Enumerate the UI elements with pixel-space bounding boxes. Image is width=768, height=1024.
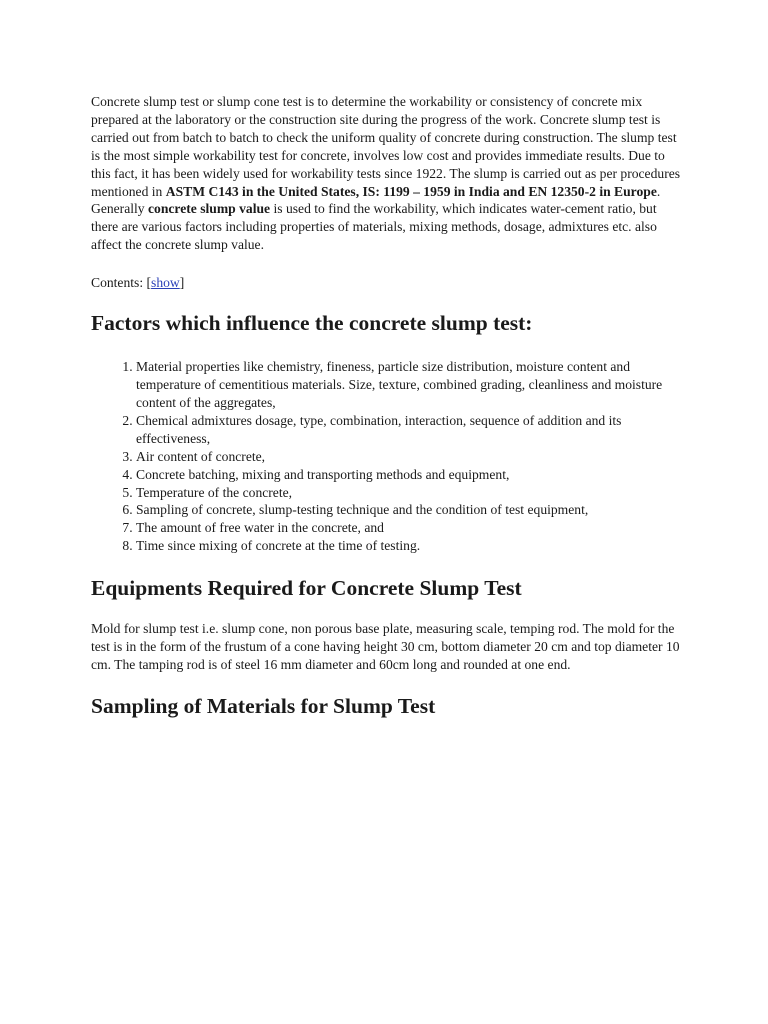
factor-item-4: 4. Concrete batching, mixing and transporting methods and equipment, [136,466,681,484]
factor-item-5: 5. Temperature of the concrete, [136,484,681,502]
contents-close-bracket: ] [179,275,185,291]
factor-item-6: 6. Sampling of concrete, slump-testing technique and the condition of test equipment, [136,501,681,519]
factor-item-2: 2. Chemical admixtures dosage, type, combination, interaction, sequence of addition and its effectiveness, [136,412,681,448]
factors-heading: Factors which influence the concrete slump test: [91,311,533,336]
contents-label: Contents: [91,275,147,291]
intro-paragraph [91,93,681,254]
sampling-heading: Sampling of Materials for Slump Test [91,693,436,718]
factor-item-1: 1. Material properties like chemistry, fineness, particle size distribution, moisture content and temperature of cementitious materials. Size, texture, combined grading, cleanliness and moisture content of the aggregates, [136,358,681,412]
intro-text-1: Concrete slump test or slump cone test is to determine the workability or consistency of concrete mix prepared at the laboratory or the construction site during the progress of the work. Concrete slump test is carried out from batch to batch to check the uniform quality of concrete during construction. The slump test is the most simple workability test for concrete, involves low cost and provides immediate results. Due to this fact, it has been widely used for workability tests since 1922. The slump is carried out as per procedures mentioned in [91,94,681,199]
contents-line [91,274,681,292]
intro-text-3: is used to find the workability, which indicates water-cement ratio, but there are various factors including properties of materials, mixing methods, dosage, admixtures etc. also affect the concrete slump value. [91,201,657,253]
factor-item-7: 7. The amount of free water in the concrete, and [136,519,681,537]
intro-text-2: . Generally [91,183,661,217]
contents-show-link[interactable]: show [151,275,180,291]
intro-slump-value-bold: concrete slump value [148,201,271,217]
document-page [91,93,681,719]
factor-item-8: 8. Time since mixing of concrete at the time of testing. [136,537,681,555]
factors-list [91,358,681,555]
factor-item-3: 3. Air content of concrete, [136,448,681,466]
contents-open-bracket: [ [146,275,152,291]
intro-standards-bold: ASTM C143 in the United States, IS: 1199 – 1959 in India and EN 12350-2 in Europe [165,183,657,199]
equipment-heading: Equipments Required for Concrete Slump Test [91,576,522,601]
equipment-paragraph: Mold for slump test i.e. slump cone, non porous base plate, measuring scale, temping rod. The mold for the test is in the form of the frustum of a cone having height 30 cm, bottom diameter 20 cm and top diameter 10 cm. The tamping rod is of steel 16 mm diameter and 60cm long and rounded at one end. [91,621,680,672]
